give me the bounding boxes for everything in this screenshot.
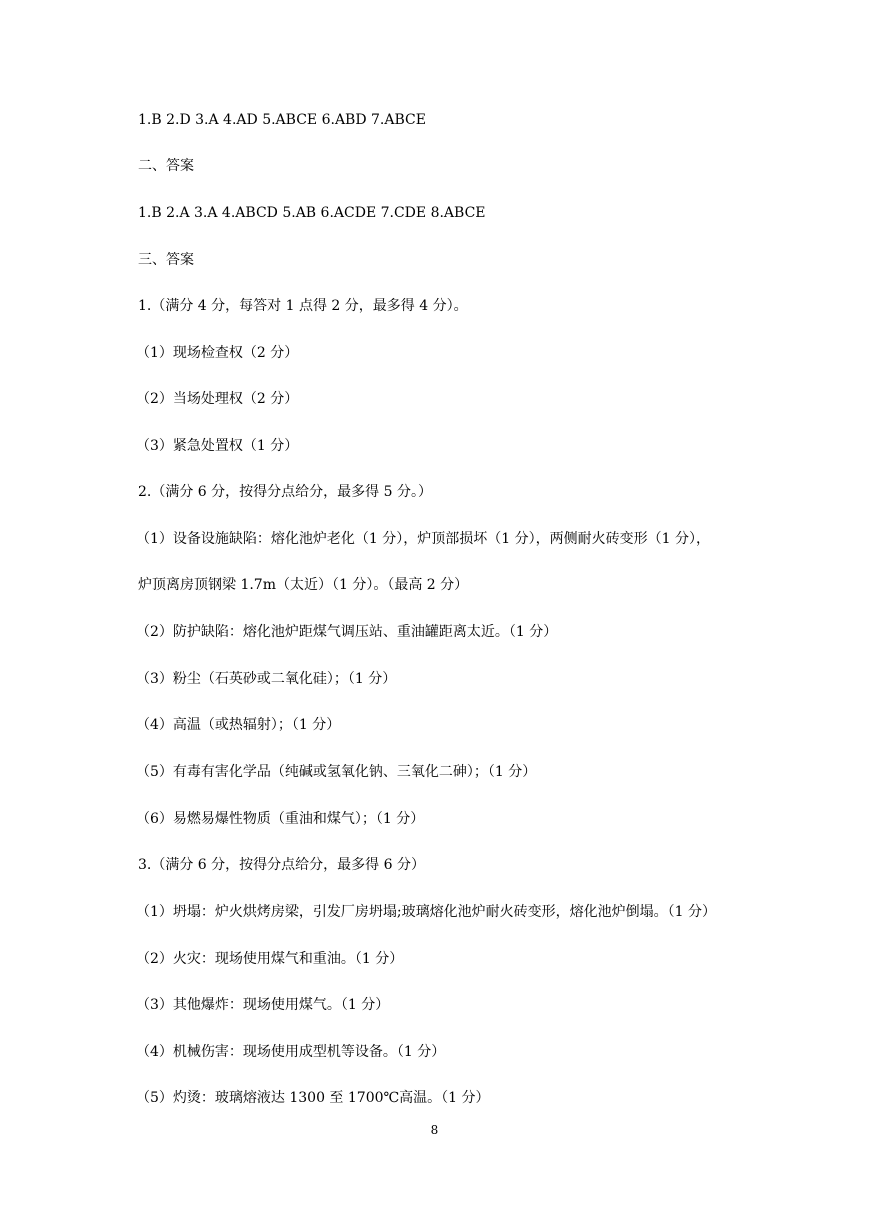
section-heading-part2: 二、答案: [138, 158, 194, 174]
question-1-header: 1.（满分 4 分，每答对 1 点得 2 分，最多得 4 分）。: [138, 298, 468, 314]
answer-line-part2: 1.B 2.A 3.A 4.ABCD 5.AB 6.ACDE 7.CDE 8.ABCE: [138, 205, 486, 221]
page-number: 8: [430, 1123, 439, 1137]
q3-item-3: （3）其他爆炸：现场使用煤气。（1 分）: [136, 997, 390, 1013]
q3-item-5: （5）灼烫：玻璃熔液达 1300 至 1700℃高温。（1 分）: [136, 1090, 490, 1106]
q2-item-2: （2）防护缺陷：熔化池炉距煤气调压站、重油罐距离太近。（1 分）: [136, 624, 558, 640]
q2-item-1: （1）设备设施缺陷：熔化池炉老化（1 分），炉顶部损坏（1 分），两侧耐火砖变形（1 分），: [136, 531, 710, 547]
q1-item-3: （3）紧急处置权（1 分）: [136, 438, 299, 454]
q3-item-4: （4）机械伤害：现场使用成型机等设备。（1 分）: [136, 1044, 446, 1060]
q3-item-2: （2）火灾：现场使用煤气和重油。（1 分）: [136, 951, 404, 967]
q2-item-5: （5）有毒有害化学品（纯碱或氢氧化钠、三氧化二砷）；（1 分）: [136, 764, 537, 780]
answer-line-part1: 1.B 2.D 3.A 4.AD 5.ABCE 6.ABD 7.ABCE: [138, 112, 426, 128]
section-heading-part3: 三、答案: [138, 252, 194, 268]
q3-item-1: （1）坍塌：炉火烘烤房梁，引发厂房坍塌;玻璃熔化池炉耐火砖变形，熔化池炉倒塌。（1 分）: [136, 904, 716, 920]
q2-item-6: （6）易燃易爆性物质（重油和煤气）；（1 分）: [136, 811, 425, 827]
q1-item-2: （2）当场处理权（2 分）: [136, 391, 299, 407]
q2-item-1-continued: 炉顶离房顶钢梁 1.7m（太近）（1 分）。（最高 2 分）: [138, 577, 469, 593]
q1-item-1: （1）现场检查权（2 分）: [136, 345, 299, 361]
question-2-header: 2.（满分 6 分，按得分点给分，最多得 5 分。）: [138, 484, 432, 500]
question-3-header: 3.（满分 6 分，按得分点给分，最多得 6 分）: [138, 857, 425, 873]
q2-item-3: （3）粉尘（石英砂或二氧化硅）；（1 分）: [136, 671, 397, 687]
q2-item-4: （4）高温（或热辐射）；（1 分）: [136, 717, 341, 733]
